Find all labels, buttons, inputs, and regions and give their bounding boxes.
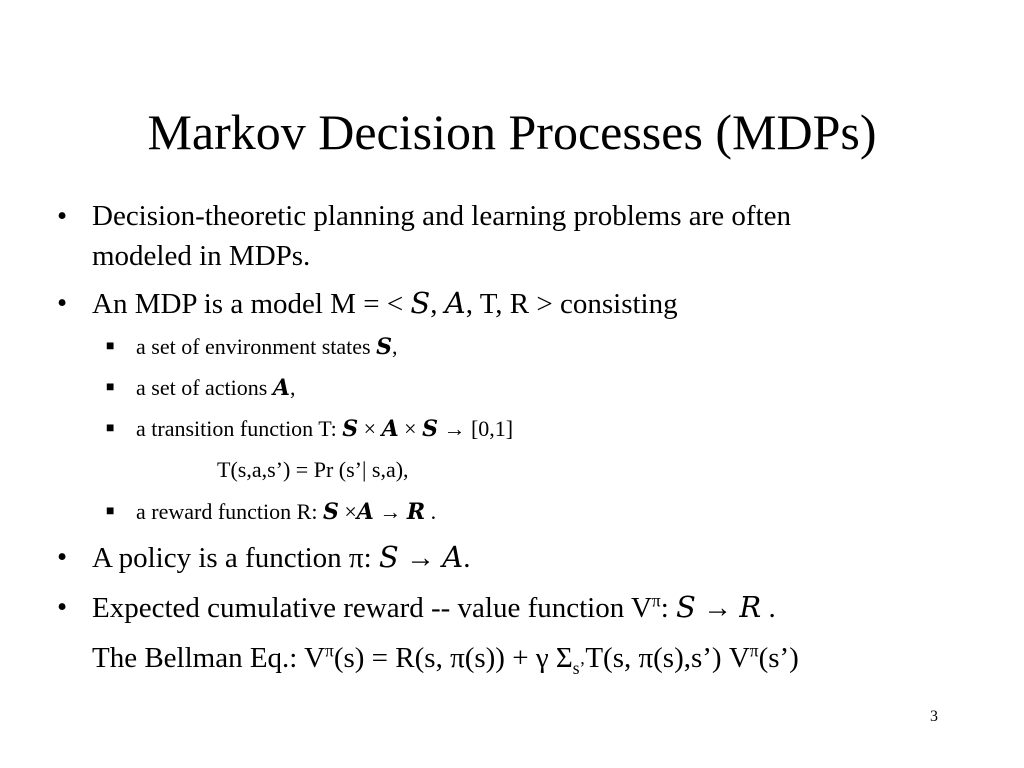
pi-superscript: π: [325, 640, 334, 661]
sub-bullet-states: [136, 332, 398, 362]
slide-title: Markov Decision Processes (MDPs): [147, 104, 877, 160]
symbol-reals: R: [739, 590, 762, 624]
bullet-mdp-model: [92, 283, 952, 324]
sub-bullet-transition: [136, 414, 513, 444]
bullet2-suffix: , T, R > consisting: [465, 288, 678, 320]
sub-bullet-marker: ■: [106, 504, 115, 519]
symbol-states: S: [422, 416, 438, 442]
arrow-symbol: →: [695, 592, 740, 624]
bellman-part1: (s) = R(s, π(s)) + γ Σ: [333, 642, 573, 674]
times-symbol: ×: [338, 499, 357, 524]
sub-bullet-marker: ■: [106, 380, 115, 395]
symbol-actions: A: [381, 416, 399, 442]
sub1-text: a set of environment states: [136, 334, 377, 359]
sub2-text: a set of actions: [136, 375, 273, 400]
arrow-symbol: →: [398, 542, 443, 574]
bellman-prefix: The Bellman Eq.: V: [92, 642, 326, 674]
bullet1-line1: Decision-theoretic planning and learning problems are often: [92, 200, 791, 232]
sub-bullet-marker: ■: [106, 421, 115, 436]
transition-definition: T(s,a,s’) = Pr (s’| s,a),: [217, 457, 409, 482]
bullet2-separator: ,: [430, 288, 445, 320]
sub3-text: a transition function T:: [136, 416, 343, 441]
sub2-tail: ,: [289, 375, 296, 400]
symbol-actions: A: [442, 540, 464, 574]
arrow-symbol: →: [373, 499, 407, 524]
symbol-states: S: [410, 286, 431, 320]
bullet4-tail: .: [761, 592, 776, 624]
bullet3-tail: .: [463, 542, 471, 574]
bullet1-line2: modeled in MDPs.: [92, 240, 311, 272]
arrow-symbol: →: [437, 416, 471, 441]
bellman-equation: [92, 638, 952, 678]
times-symbol: ×: [398, 416, 423, 441]
symbol-states: S: [378, 540, 399, 574]
sub4-text: a reward function R:: [136, 499, 323, 524]
bullet-marker: •: [57, 200, 68, 232]
pi-superscript: π: [651, 590, 661, 611]
bullet-marker: •: [57, 287, 68, 319]
symbol-actions: A: [272, 375, 290, 401]
symbol-states: S: [376, 334, 392, 360]
page-number: 3: [930, 708, 938, 725]
bullet-decision-theoretic: [92, 196, 952, 276]
pi-superscript: π: [749, 640, 759, 661]
bullet-policy: [92, 537, 952, 578]
symbol-states: S: [342, 416, 359, 442]
sub-bullet-marker: ■: [106, 339, 115, 354]
bullet4-text: Expected cumulative reward -- value function V: [92, 592, 652, 624]
s-prime-subscript: s’: [572, 657, 586, 678]
bellman-part2: T(s, π(s),s’) V: [585, 642, 750, 674]
bullet-marker: •: [57, 541, 68, 573]
times-symbol: ×: [358, 416, 382, 441]
sub-bullet-reward: [136, 497, 436, 527]
bullet-value-function: [92, 587, 952, 628]
symbol-states: S: [676, 590, 696, 624]
symbol-states: S: [322, 499, 339, 525]
symbol-actions: A: [356, 499, 374, 525]
symbol-actions: A: [444, 286, 466, 320]
bullet-marker: •: [57, 591, 68, 623]
bullet3-text: A policy is a function π:: [92, 542, 379, 574]
sub-bullet-actions: [136, 373, 295, 403]
bellman-part3: (s’): [758, 642, 799, 674]
symbol-reals: R: [406, 499, 426, 525]
sub1-tail: ,: [392, 334, 398, 359]
bullet2-prefix: An MDP is a model M = <: [92, 288, 411, 320]
sub3-tail: [0,1]: [470, 416, 514, 441]
bullet4-colon: :: [660, 592, 677, 624]
sub4-tail: .: [425, 499, 437, 524]
